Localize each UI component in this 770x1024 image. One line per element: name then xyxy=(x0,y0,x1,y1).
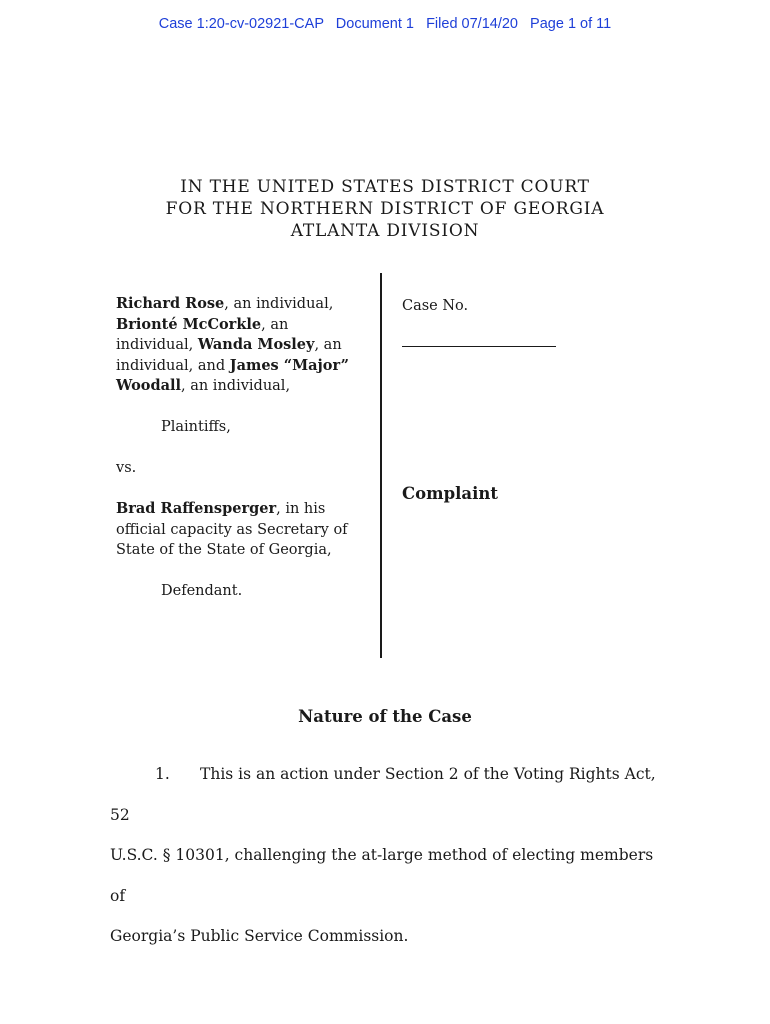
paragraph-1 xyxy=(110,754,670,957)
plaintiffs-label: Plaintiffs, xyxy=(161,419,231,435)
plaintiff-name: Brionté McCorkle xyxy=(116,315,262,333)
plaintiff-name: Richard Rose xyxy=(116,295,225,312)
section-heading: Nature of the Case xyxy=(298,707,472,726)
defendant-entry: Brad Raffensperger, in his official capacity as Secretary of State of the State of Georgia, xyxy=(116,500,348,558)
paragraph-line: Georgia’s Public Service Commission. xyxy=(110,927,409,945)
court-division-line: ATLANTA DIVISION xyxy=(290,221,480,241)
case-number-label: Case No. xyxy=(402,298,469,314)
defendant-label: Defendant. xyxy=(161,583,243,599)
case-filing-stamp: Case 1:20-cv-02921-CAP Document 1 Filed 07/14/20 Page 1 of 11 xyxy=(158,16,612,32)
court-district-line: FOR THE NORTHERN DISTRICT OF GEORGIA xyxy=(165,199,605,219)
versus-label: vs. xyxy=(116,460,137,476)
court-name-line: IN THE UNITED STATES DISTRICT COURT xyxy=(180,177,590,197)
caption-case-info xyxy=(402,298,498,503)
paragraph-line: U.S.C. § 10301, challenging the at-large method of electing members of xyxy=(110,846,654,905)
paragraph-line: This is an action under Section 2 of the Voting Rights Act, 52 xyxy=(110,765,656,824)
plaintiff-name: Wanda Mosley xyxy=(197,336,315,353)
case-number-blank-line xyxy=(402,346,556,347)
caption-parties xyxy=(116,294,374,602)
plaintiff-name: James “Major” Woodall xyxy=(116,356,349,394)
defendant-name: Brad Raffensperger xyxy=(116,500,277,517)
court-heading xyxy=(0,176,770,242)
plaintiffs-list: Richard Rose, an individual, Brionté McCorkle, an individual, Wanda Mosley, an individual, and James “Major” Woodall, an individual, xyxy=(116,295,349,394)
paragraph-number: 1. xyxy=(155,765,170,783)
document-type-title: Complaint xyxy=(402,484,498,503)
caption-divider xyxy=(380,273,382,658)
